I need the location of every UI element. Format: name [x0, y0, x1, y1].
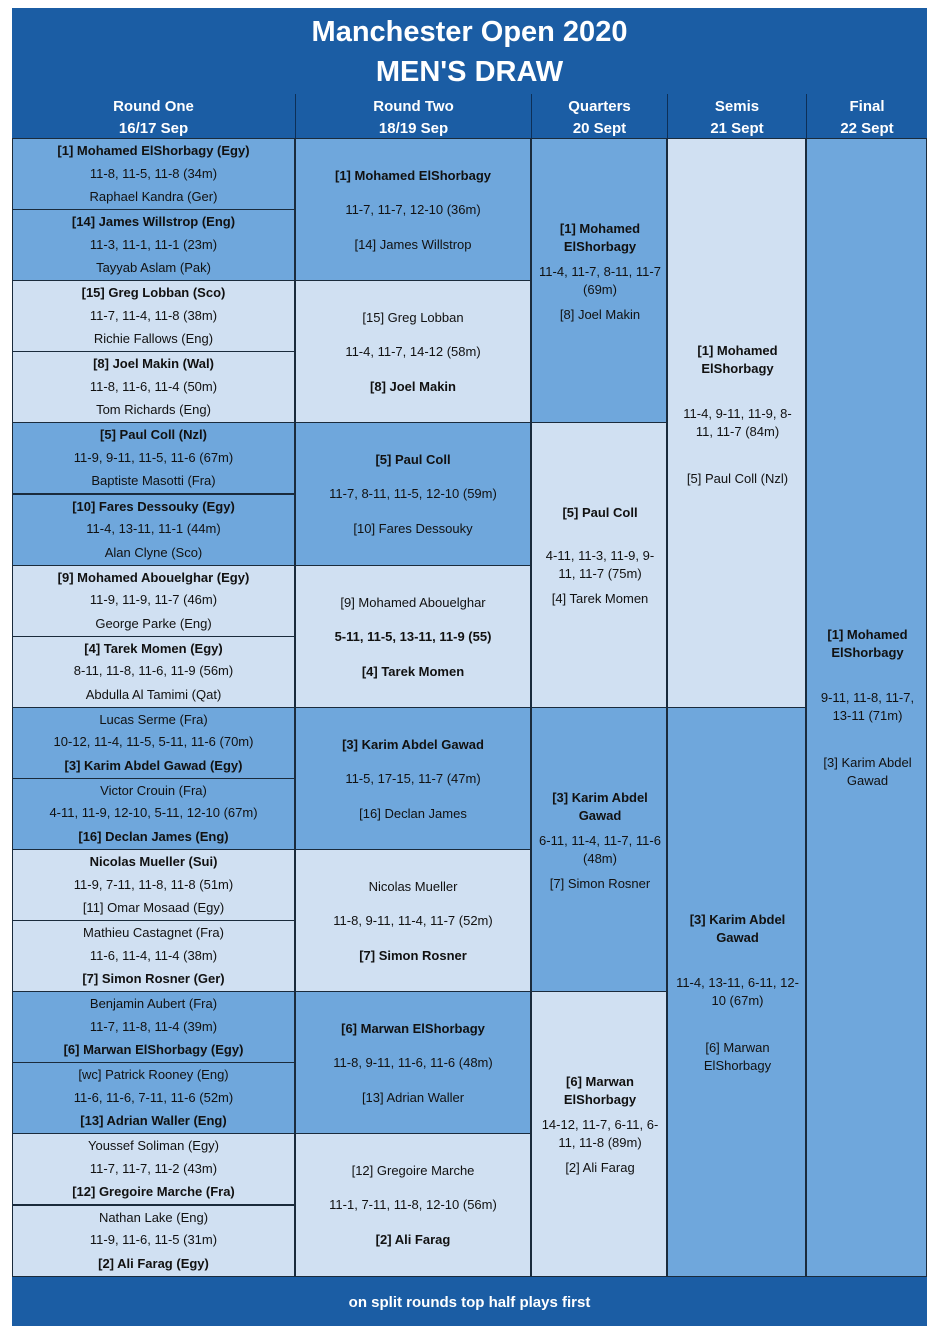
winner-name: [6] Marwan ElShorbagy — [563, 1074, 637, 1108]
round-one-match — [12, 707, 295, 779]
player-2: [14] James Willstrop — [354, 237, 472, 252]
player-2: [4] Tarek Momen — [361, 663, 465, 679]
match-score: 11-9, 11-9, 11-7 (46m) — [89, 592, 218, 608]
match-score: 11-4, 13-11, 6-11, 12-10 (67m) — [676, 974, 799, 1008]
match-score: 14-12, 11-7, 6-11, 6-11, 11-8 (89m) — [541, 1117, 659, 1151]
header-quarters — [531, 94, 667, 140]
header-round-two-date: 18/19 Sep — [378, 120, 449, 137]
match-score: 11-8, 9-11, 11-4, 11-7 (52m) — [333, 913, 493, 928]
player-2: [11] Omar Mosaad (Egy) — [82, 900, 225, 915]
round-one-match — [12, 1062, 295, 1134]
round-one-match — [12, 565, 295, 637]
round-one-match — [12, 1205, 295, 1277]
title-line-2: MEN'S DRAW — [375, 56, 564, 88]
player-1: [9] Mohamed Abouelghar — [340, 594, 486, 610]
round-two-match — [295, 849, 531, 992]
player-1: [12] Gregoire Marche — [351, 1163, 475, 1179]
round-two-match — [295, 991, 531, 1134]
player-1: [wc] Patrick Rooney (Eng) — [78, 1067, 229, 1083]
round-one-match — [12, 778, 295, 850]
player-2: Raphael Kandra (Ger) — [89, 189, 218, 204]
match-score: 11-8, 11-5, 11-8 (34m) — [89, 165, 218, 181]
player-2: [16] Declan James (Eng) — [78, 828, 229, 844]
match-score: 4-11, 11-3, 11-9, 9-11, 11-7 (75m) — [545, 548, 655, 582]
player-2: Richie Fallows (Eng) — [93, 331, 214, 347]
player-1: [10] Fares Dessouky (Egy) — [72, 498, 235, 514]
player-1: [5] Paul Coll — [375, 452, 451, 468]
header-final — [806, 94, 927, 140]
round-one-match — [12, 1133, 295, 1205]
player-1: [5] Paul Coll (Nzl) — [100, 427, 207, 443]
footer-note: on split rounds top half plays first — [12, 1279, 927, 1326]
match-score: 11-7, 11-4, 11-8 (38m) — [89, 307, 218, 323]
player-1: [15] Greg Lobban (Sco) — [81, 285, 226, 301]
player-1: Youssef Soliman (Egy) — [87, 1138, 220, 1154]
header-quarters-date: 20 Sept — [572, 120, 627, 137]
quarter-match — [531, 991, 667, 1276]
quarter-match — [531, 138, 667, 423]
match-score: 11-7, 11-8, 11-4 (39m) — [89, 1018, 218, 1034]
player-1: Victor Crouin (Fra) — [100, 782, 207, 798]
round-two-match — [295, 280, 531, 423]
player-2: [16] Declan James — [359, 805, 467, 821]
player-2: [7] Simon Rosner (Ger) — [82, 971, 225, 987]
player-2: Abdulla Al Tamimi (Qat) — [85, 686, 222, 702]
player-1: [4] Tarek Momen (Egy) — [84, 640, 223, 656]
player-1: [6] Marwan ElShorbagy — [341, 1021, 485, 1037]
match-score: 11-6, 11-6, 7-11, 11-6 (52m) — [73, 1089, 234, 1105]
match-score: 10-12, 11-4, 11-5, 5-11, 11-6 (70m) — [53, 734, 254, 750]
quarter-match — [531, 422, 667, 707]
player-2: Baptiste Masotti (Fra) — [91, 473, 216, 489]
round-one-match — [12, 636, 295, 708]
player-2: Tom Richards (Eng) — [96, 402, 211, 418]
round-one-match — [12, 280, 295, 352]
player-1: Nicolas Mueller (Sui) — [89, 854, 218, 869]
match-score: 11-7, 11-7, 12-10 (36m) — [345, 202, 481, 217]
player-2: George Parke (Eng) — [95, 615, 212, 631]
header-round-two-name: Round Two — [373, 98, 454, 115]
match-score: 9-11, 11-8, 11-7, 13-11 (71m) — [820, 690, 915, 723]
winner-name: [1] Mohamed ElShorbagy — [827, 627, 908, 660]
round-one-match — [12, 422, 295, 494]
match-score: 11-7, 8-11, 11-5, 12-10 (59m) — [329, 486, 497, 502]
match-score: 11-8, 11-6, 11-4 (50m) — [89, 378, 218, 394]
player-1: [9] Mohamed Abouelghar (Egy) — [57, 569, 250, 585]
page-title — [12, 8, 927, 94]
match-score: 11-7, 11-7, 11-2 (43m) — [89, 1160, 218, 1176]
player-1: [1] Mohamed ElShorbagy — [334, 168, 492, 183]
player-2: [13] Adrian Waller — [361, 1090, 465, 1106]
player-2: [13] Adrian Waller (Eng) — [80, 1113, 227, 1129]
loser-name: [5] Paul Coll (Nzl) — [686, 471, 789, 486]
winner-name: [1] Mohamed ElShorbagy — [697, 343, 778, 376]
round-one-match — [12, 494, 295, 566]
player-2: [3] Karim Abdel Gawad (Egy) — [64, 757, 243, 773]
round-two-match — [295, 707, 531, 850]
player-1: Lucas Serme (Fra) — [99, 711, 208, 727]
title-line-1: Manchester Open 2020 — [311, 16, 628, 48]
round-two-match — [295, 565, 531, 708]
winner-name: [1] Mohamed ElShorbagy — [559, 221, 641, 254]
player-1: Nathan Lake (Eng) — [98, 1209, 209, 1225]
winner-name: [3] Karim Abdel Gawad — [689, 911, 786, 945]
loser-name: [6] Marwan ElShorbagy — [703, 1039, 772, 1073]
player-1: [1] Mohamed ElShorbagy (Egy) — [57, 143, 250, 158]
player-1: [3] Karim Abdel Gawad — [342, 736, 484, 752]
match-score: 11-3, 11-1, 11-1 (23m) — [89, 236, 218, 252]
semi-match — [667, 138, 806, 708]
match-score: 11-5, 17-15, 11-7 (47m) — [345, 770, 481, 786]
draw-sheet — [12, 8, 927, 1326]
semi-match — [667, 707, 806, 1277]
final-match — [806, 138, 927, 1277]
header-final-name: Final — [849, 98, 885, 115]
player-2: Tayyab Aslam (Pak) — [96, 260, 211, 276]
match-score: 11-4, 9-11, 11-9, 8-11, 11-7 (84m) — [683, 406, 792, 439]
match-score: 6-11, 11-4, 11-7, 11-6 (48m) — [539, 832, 661, 866]
round-one-match — [12, 920, 295, 992]
loser-name: [8] Joel Makin — [559, 307, 641, 322]
header-round-one-date: 16/17 Sep — [118, 120, 189, 137]
loser-name: [3] Karim Abdel Gawad — [823, 755, 912, 788]
winner-name: [3] Karim Abdel Gawad — [552, 789, 648, 823]
header-round-two — [295, 94, 531, 140]
header-final-date: 22 Sept — [840, 120, 894, 137]
player-1: Mathieu Castagnet (Fra) — [83, 925, 224, 941]
match-score: 5-11, 11-5, 13-11, 11-9 (55) — [334, 628, 492, 644]
player-2: Alan Clyne (Sco) — [104, 544, 203, 560]
match-score: 11-8, 9-11, 11-6, 11-6 (48m) — [333, 1055, 493, 1071]
round-one-match — [12, 849, 295, 921]
quarter-match — [531, 707, 667, 992]
player-2: [10] Fares Dessouky — [353, 521, 473, 537]
match-score: 11-9, 9-11, 11-5, 11-6 (67m) — [73, 449, 234, 465]
match-score: 11-4, 13-11, 11-1 (44m) — [86, 521, 221, 536]
loser-name: [7] Simon Rosner — [549, 875, 651, 891]
player-1: Benjamin Aubert (Fra) — [89, 996, 218, 1012]
match-score: 11-4, 11-7, 14-12 (58m) — [345, 344, 481, 360]
header-round-one — [12, 94, 295, 140]
player-2: [8] Joel Makin — [370, 379, 456, 395]
header-quarters-name: Quarters — [568, 98, 631, 115]
player-2: [2] Ali Farag (Egy) — [98, 1255, 209, 1271]
round-one-match — [12, 991, 295, 1063]
match-score: 11-6, 11-4, 11-4 (38m) — [89, 947, 218, 963]
loser-name: [2] Ali Farag — [565, 1160, 635, 1176]
player-2: [6] Marwan ElShorbagy (Egy) — [63, 1042, 244, 1058]
header-semis-name: Semis — [714, 98, 760, 115]
match-score: 8-11, 11-8, 11-6, 11-9 (56m) — [73, 663, 234, 679]
player-1: [14] James Willstrop (Eng) — [71, 214, 236, 230]
header-semis-date: 21 Sept — [710, 120, 764, 137]
player-2: [12] Gregoire Marche (Fra) — [72, 1184, 235, 1200]
header-round-one-name: Round One — [113, 98, 194, 115]
round-two-match — [295, 138, 531, 281]
round-one-match — [12, 209, 295, 281]
header-semis — [667, 94, 806, 140]
round-one-match — [12, 138, 295, 210]
round-two-match — [295, 1133, 531, 1276]
player-1: Nicolas Mueller — [368, 879, 458, 894]
round-two-match — [295, 422, 531, 565]
match-score: 11-9, 7-11, 11-8, 11-8 (51m) — [73, 876, 234, 892]
match-score: 4-11, 11-9, 12-10, 5-11, 12-10 (67m) — [49, 805, 258, 821]
player-2: [2] Ali Farag — [375, 1232, 451, 1248]
winner-name: [5] Paul Coll — [562, 505, 638, 521]
match-score: 11-1, 7-11, 11-8, 12-10 (56m) — [329, 1197, 497, 1213]
match-score: 11-4, 11-7, 8-11, 11-7 (69m) — [539, 264, 661, 297]
player-1: [8] Joel Makin (Wal) — [93, 356, 214, 372]
round-one-match — [12, 351, 295, 423]
loser-name: [4] Tarek Momen — [551, 591, 649, 607]
match-score: 11-9, 11-6, 11-5 (31m) — [89, 1232, 218, 1247]
player-2: [7] Simon Rosner — [359, 948, 467, 963]
player-1: [15] Greg Lobban — [362, 310, 464, 326]
